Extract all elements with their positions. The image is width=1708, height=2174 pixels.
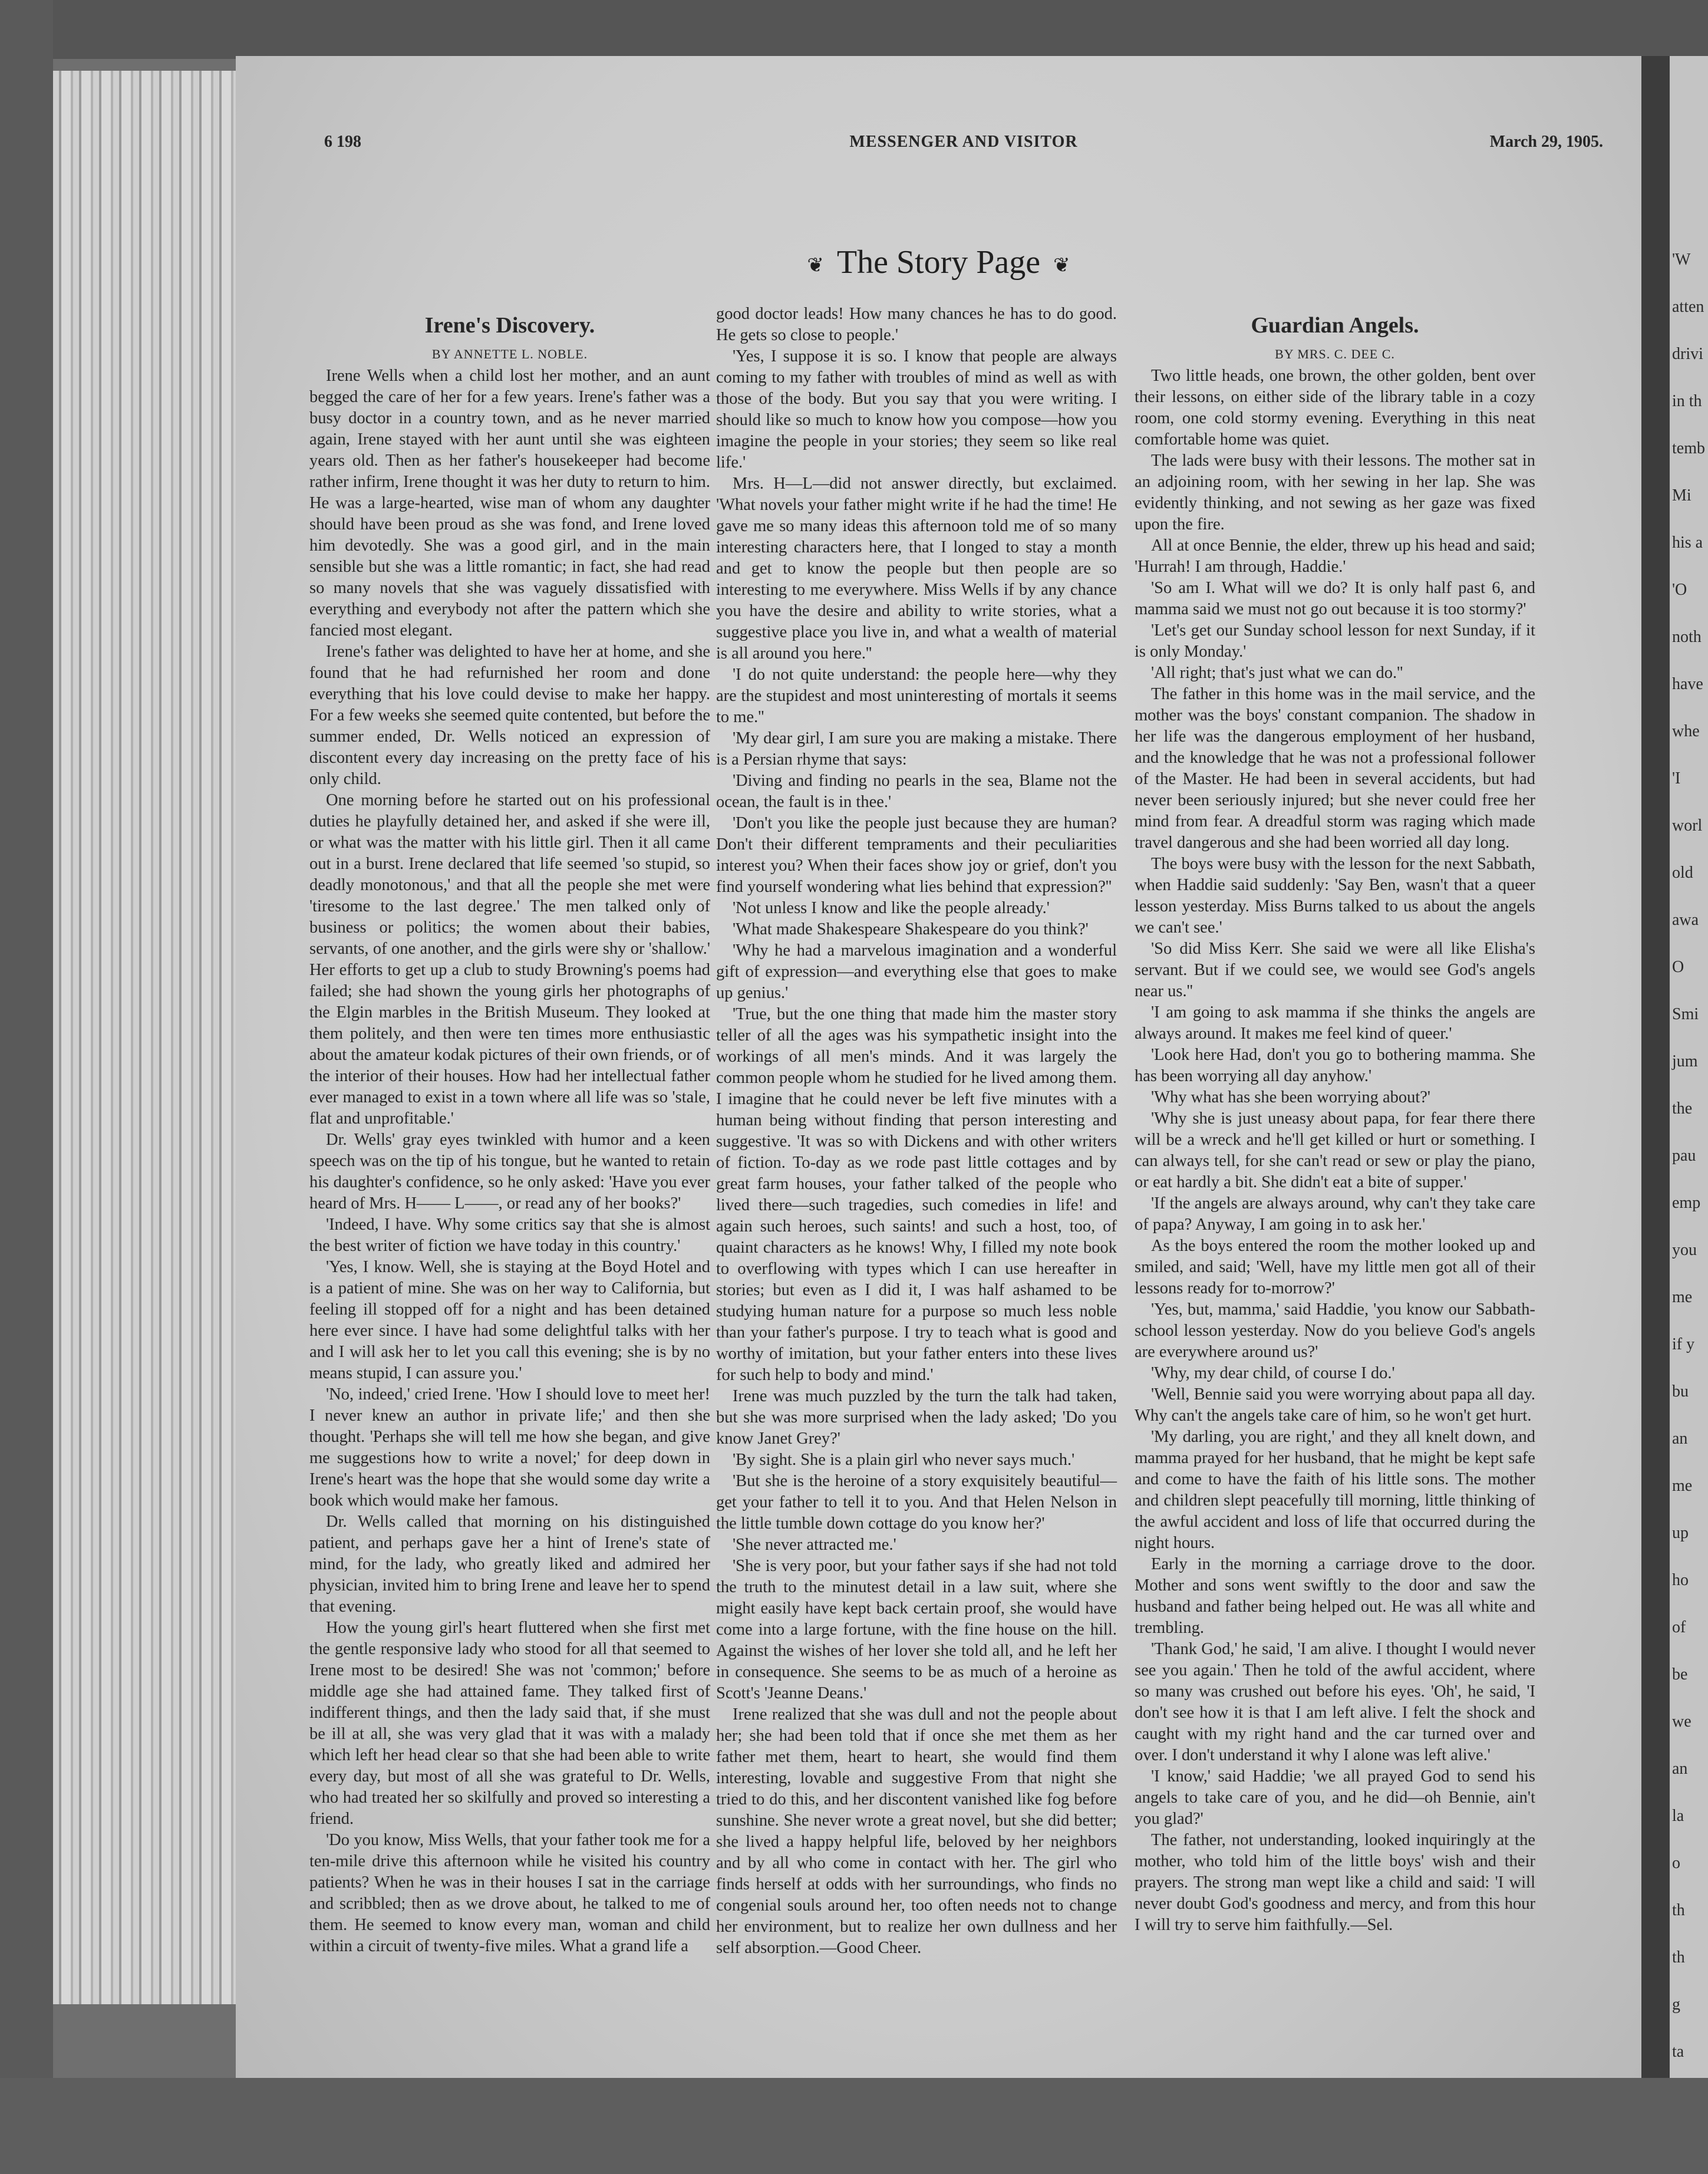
adjacent-page-fragment: me	[1672, 1288, 1693, 1306]
paragraph: good doctor leads! How many chances he has to do good. He gets so close to people.'	[716, 305, 1117, 344]
paragraph: The lads were busy with their lessons. The mother sat in an adjoining room, with her sewing in her lap. She was evidently thinking, and not sewing as her gaze was fixed upon the fire.	[1135, 452, 1535, 533]
article-byline: BY ANNETTE L. NOBLE.	[431, 347, 588, 361]
paragraph: 'Yes, but, mamma,' said Haddie, 'you know our Sabbath-school lesson yesterday. Now do you believe God's angels are everywhere around us?'	[1135, 1300, 1535, 1361]
paragraph: 'By sight. She is a plain girl who never says much.'	[733, 1451, 1075, 1469]
paragraph: Early in the morning a carriage drove to the door. Mother and sons went swiftly to the door and saw the husband and father being helped out. He was all white and trembling.	[1135, 1555, 1535, 1637]
paragraph: All at once Bennie, the elder, threw up his head and said; 'Hurrah! I am through, Haddie.'	[1135, 536, 1535, 576]
paragraph: 'True, but the one thing that made him the master story teller of all the ages was his sympathetic insight into the workings of all men's minds. And it was largely the common people whom he studied for he lived among them. I imagine that he could never be left five minutes with a human being without finding that person interesting and suggestive. 'It was so with Dickens and with other writers of fiction. To-day as we rode past little cottages and by great farm houses, your father talked of the people who lived there—such tragedies, such comedies in life! and again such heroes, such saints! and such a host, too, of quaint characters as he knows! Why, I filled my note book to overflowing with types which I can use hereafter in stories; but even as I did it, I was half ashamed to be studying human nature for a purpose so much less noble than your father's purpose. I try to teach what is good and worthy of imitation, but your father enters into these lives for such help to body and mind.'	[716, 1005, 1117, 1384]
adjacent-page-fragment: his a	[1672, 533, 1703, 552]
paragraph: 'No, indeed,' cried Irene. 'How I should love to meet her! I never knew an author in private life;' and then she thought. 'Perhaps she will tell me how she began, and give me suggestions how to write a novel;' for deep down in Irene's heart was the hope that she would some day write a book which would make her famous.	[309, 1385, 710, 1510]
paragraph: The father in this home was in the mail service, and the mother was the boys' constant companion. The shadow in her life was the dangerous employment of her husband, and the knowledge that he was not a professional follower of the Master. He had been in several accidents, but had never been seriously injured; but she never could free her mind from fear. A dreadful storm was raging which made travel dangerous and she had been worried all day long.	[1135, 685, 1535, 852]
paragraph: Mrs. H—L—did not answer directly, but exclaimed. 'What novels your father might write if he had the time! He gave me so many ideas this afternoon told me of so many interesting characters here, that I longed to stay a month and get to know the people but then people are so interesting to me everywhere. Miss Wells if by any chance you have the desire and ability to write stories, what a suggestive place you live in, and what a wealth of material is all around you here.''	[716, 475, 1117, 663]
adjacent-page-fragment: o	[1672, 1854, 1680, 1872]
quoted-verse: 'Diving and finding no pearls in the sea, Blame not the ocean, the fault is in thee.'	[716, 772, 1117, 811]
paragraph: 'I am going to ask mamma if she thinks the angels are always around. It makes me feel kind of queer.'	[1135, 1003, 1535, 1043]
column-2	[716, 304, 1117, 2101]
paragraph: The father, not understanding, looked inquiringly at the mother, who told him of the little boys' wish and their prayers. The strong man wept like a child and said: 'I will never doubt God's goodness and mercy, and from this hour I will try to serve him faithfully.—Sel.	[1135, 1831, 1535, 1934]
paragraph: Dr. Wells' gray eyes twinkled with humor and a keen speech was on the tip of his tongue, but he wanted to retain his daughter's confidence, so he only asked: 'Have you ever heard of Mrs. H—— L——, or read any of her books?'	[309, 1131, 710, 1213]
paragraph: 'But she is the heroine of a story exquisitely beautiful—get your father to tell it to you. And that Helen Nelson in the little tumble down cottage do you know her?'	[716, 1472, 1117, 1533]
page-number: 6 198	[324, 133, 361, 151]
paragraph: 'She is very poor, but your father says if she had not told the truth to the minutest detail in a law suit, where she might easily have kept back certain proof, she would have come into a large fortune, with the fine house on the hill. Against the wishes of her lover she told all, and he left her in consequence. She seems to be as much of a heroine as Scott's 'Jeanne Deans.'	[716, 1557, 1117, 1702]
paragraph: 'Let's get our Sunday school lesson for next Sunday, if it is only Monday.'	[1135, 621, 1535, 661]
paragraph: 'I do not quite understand: the people here—why they are the stupidest and most uninteresting of mortals it seems to me.''	[716, 666, 1117, 726]
page-header	[324, 133, 1603, 162]
adjacent-page-fragment: g	[1672, 1995, 1680, 2014]
section-title-block	[236, 243, 1641, 281]
paragraph: 'Thank God,' he said, 'I am alive. I thought I would never see you again.' Then he told of the awful accident, where so many was crushed out before his eyes. 'Oh', he said, 'I don't see how it is that I am left alive. I felt the shock and caught with my right hand and the car turned over and over. I don't understand it why I alone was left alive.'	[1135, 1640, 1535, 1764]
paragraph: 'My dear girl, I am sure you are making a mistake. There is a Persian rhyme that says:	[716, 729, 1117, 769]
background-left	[0, 0, 53, 2174]
adjacent-page-fragment: Smi	[1672, 1005, 1699, 1023]
background-bottom	[0, 2078, 1708, 2174]
ornament-left-icon: ❦	[807, 255, 824, 277]
paragraph: 'If the angels are always around, why can't they take care of papa? Anyway, I am going in to ask her.'	[1135, 1194, 1535, 1234]
paragraph: Irene's father was delighted to have her at home, and she found that he had refurnished her room and done everything that his love could devise to make her happy. For a few weeks she seemed quite contented, but before the summer ended, Dr. Wells noticed an expression of discontent every day increasing on the pretty face of his only child.	[309, 643, 710, 788]
adjacent-page-fragment: noth	[1672, 628, 1702, 646]
paragraph: 'Why he had a marvelous imagination and a wonderful gift of expression—and everything else that goes to make up genius.'	[716, 941, 1117, 1002]
adjacent-page-fragment: up	[1672, 1524, 1689, 1542]
paragraph: Irene Wells when a child lost her mother, and an aunt begged the care of her for a few years. Irene's father was a busy doctor in a country town, and as he never married again, Irene stayed with her aunt until she was eighteen years old. Then as her father's housekeeper had become rather infirm, Irene thought it was her duty to return to him. He was a large-hearted, wise man of whom any daughter should have been proud as she was fond, and Irene loved him devotedly. She was a good girl, and in the main sensible but she was a little romantic; in fact, she had read so many novels that she was vaguely dissatisfied with everything and everybody not after the pattern which she fancied most elegant.	[309, 367, 710, 640]
background-top	[0, 0, 1708, 59]
adjacent-page-fragment: bu	[1672, 1382, 1689, 1401]
adjacent-page-fragment: Mi	[1672, 486, 1691, 505]
paragraph: 'Don't you like the people just because they are human? Don't their different tempraments and their peculiarities interest you? When their faces show joy or grief, don't you find yourself wondering what lies behind that expression?''	[716, 814, 1117, 896]
paragraph: 'So am I. What will we do? It is only half past 6, and mamma said we must not go out because it is too stormy?'	[1135, 579, 1535, 618]
adjacent-page-fragment: be	[1672, 1665, 1688, 1684]
paragraph: Dr. Wells called that morning on his distinguished patient, and perhaps gave her a hint of Irene's state of mind, for the lady, who greatly liked and admired her physician, invited him to bring Irene and leave her to spend that evening.	[309, 1513, 710, 1616]
adjacent-page-fragment: an	[1672, 1429, 1688, 1448]
adjacent-page-fragment: you	[1672, 1241, 1697, 1259]
adjacent-page-fragment: emp	[1672, 1194, 1701, 1212]
paragraph: 'Look here Had, don't you go to bothering mamma. She has been worrying all day anyhow.'	[1135, 1046, 1535, 1085]
adjacent-page-fragment: whe	[1672, 722, 1700, 740]
paragraph: 'Why what has she been worrying about?'	[1151, 1088, 1431, 1106]
adjacent-page-fragment: awa	[1672, 911, 1699, 929]
paragraph: 'Yes, I know. Well, she is staying at the Boyd Hotel and is a patient of mine. She was on her way to California, but feeling ill stopped off for a night and has been detained here ever since. I have had some delightful talks with her and I will ask her to let you call this evening; she is by no means stupid, I can assure you.'	[309, 1258, 710, 1382]
paragraph-list	[309, 365, 710, 1957]
paragraph: 'All right; that's just what we can do.''	[1151, 664, 1403, 682]
publication-name: MESSENGER AND VISITOR	[849, 133, 1078, 151]
paragraph: 'What made Shakespeare Shakespeare do you think?'	[733, 920, 1089, 938]
paragraph: Two little heads, one brown, the other golden, bent over their lessons, on either side of the library table in a cozy room, one cold stormy evening. Everything in this neat comfortable home was quiet.	[1135, 367, 1535, 449]
issue-date: March 29, 1905.	[1489, 133, 1603, 151]
adjacent-page-fragment: 'W	[1672, 251, 1691, 269]
adjacent-page-fragment: in th	[1672, 392, 1702, 410]
adjacent-page-fragment: 'I	[1672, 769, 1681, 788]
article-byline: BY MRS. C. DEE C.	[1275, 347, 1395, 361]
paragraph: 'Well, Bennie said you were worrying about papa all day. Why can't the angels take care of him, so he won't get hurt.	[1135, 1385, 1535, 1425]
paragraph: As the boys entered the room the mother looked up and smiled, and said; 'Well, have my little men got all of their lessons ready for to-morrow?'	[1135, 1237, 1535, 1297]
column-3	[1135, 304, 1535, 2101]
paragraph: The boys were busy with the lesson for the next Sabbath, when Haddie said suddenly: 'Say Ben, wasn't that a queer lesson yesterday. Miss Burns talked to us about the angels we can't see.'	[1135, 855, 1535, 937]
paragraph: 'Yes, I suppose it is so. I know that people are always coming to my father with troubles of mind as well as with those of the body. But you say that you were writing. I should like so much to know how you compose—how you imagine the people in your stories; they seem so like real life.'	[716, 347, 1117, 472]
adjacent-page-fragment: jum	[1672, 1052, 1698, 1070]
adjacent-page-fragment: the	[1672, 1099, 1693, 1118]
page-stack-edges	[53, 71, 248, 2004]
adjacent-page-fragment: old	[1672, 864, 1693, 882]
adjacent-page-fragment: th	[1672, 1901, 1685, 1919]
adjacent-page-fragment: drivi	[1672, 345, 1703, 363]
column-1	[309, 304, 710, 2101]
paragraph: Irene realized that she was dull and not the people about her; she had been told that if once she met them as her father met them, heart to heart, she would find them interesting, lovable and suggestive From that night she tried to do this, and her discontent vanished like fog before sunshine. She never wrote a great novel, but she did better; she lived a happy helpful life, beloved by her neighbors and by all who come in contact with her. The girl who finds herself at odds with her surroundings, who finds no congenial souls around her, too often needs not to change her environment, but to realize her own dullness and her self absorption.—Good Cheer.	[716, 1705, 1117, 1957]
adjacent-page-fragment: worl	[1672, 816, 1703, 835]
adjacent-page-fragment: we	[1672, 1712, 1691, 1731]
adjacent-page-fragment: if y	[1672, 1335, 1695, 1353]
adjacent-page-fragment: me	[1672, 1477, 1693, 1495]
article-title: Irene's Discovery.	[424, 313, 595, 338]
paragraph: How the young girl's heart fluttered when she first met the gentle responsive lady who stood for all that seemed to Irene most to be desired! She was not 'common;' before middle age she had attained fame. They talked first of indifferent things, and then the lady said that, if she must be ill at all, she was very glad that it was with a malady which left her head clear so that she had been able to write every day, but most of all she was grateful to Dr. Wells, who had treated her so skilfully and proved so interesting a friend.	[309, 1619, 710, 1828]
paragraph: 'Why she is just uneasy about papa, for fear there there will be a wreck and he'll get killed or hurt or something. I can always tell, for she can't read or sew or play the piano, or eat hardly a bit. She didn't eat a bite of supper.'	[1135, 1109, 1535, 1191]
paragraph: 'Do you know, Miss Wells, that your father took me for a ten-mile drive this afternoon while he visited his country patients? When he was in their houses I sat in the carriage and scribbled; then as we drove about, he talked to me of them. He seemed to know every man, woman and child within a circuit of twenty-five miles. What a grand life a	[309, 1831, 710, 1955]
paragraph: 'Not unless I know and like the people already.'	[733, 899, 1050, 917]
adjacent-page-fragment: pau	[1672, 1147, 1696, 1165]
adjacent-page-fragment: 'O	[1672, 581, 1687, 599]
adjacent-page-fragment: la	[1672, 1807, 1684, 1825]
section-title: The Story Page	[836, 244, 1041, 281]
adjacent-page-fragment: ho	[1672, 1571, 1689, 1589]
paragraph: One morning before he started out on his professional duties he playfully detained her, and asked if she were ill, or what was the matter with his little girl. Then it all came out in a burst. Irene declared that life seemed 'so stupid, so deadly monotonous,' and that all the people she met were 'tiresome to the last degree.' The men talked only of business or politics; the women about their babies, servants, of one another, and the girls were shy or 'shallow.' Her efforts to get up a club to study Browning's poems had failed; she had shown the young girls her photographs of the Elgin marbles in the British Museum. They looked at them politely, and then were ten times more enthusiastic about the amateur kodak pictures of their own friends, or of the interior of their houses. How had her intellectual father ever managed to exist in a town where all life was so 'stale, flat and unprofitable.'	[309, 791, 710, 1128]
ornament-right-icon: ❦	[1053, 255, 1070, 277]
article-title: Guardian Angels.	[1251, 313, 1419, 338]
adjacent-page-edge	[1670, 56, 1708, 2078]
adjacent-page-fragment: O	[1672, 958, 1684, 976]
paragraph: 'Indeed, I have. Why some critics say that she is almost the best writer of fiction we have today in this country.'	[309, 1216, 710, 1255]
paragraph: 'So did Miss Kerr. She said we were all like Elisha's servant. But if we could see, we would see God's angels near us.''	[1135, 940, 1535, 1000]
binding-gutter	[1641, 56, 1670, 2078]
paragraph: 'I know,' said Haddie; 'we all prayed God to send his angels to take care of you, and he did—oh Bennie, ain't you glad?'	[1135, 1767, 1535, 1828]
newspaper-page	[236, 56, 1641, 2078]
adjacent-page-fragment: of	[1672, 1618, 1686, 1636]
adjacent-page-fragment: an	[1672, 1760, 1688, 1778]
adjacent-page-fragment: have	[1672, 675, 1703, 693]
paragraph: 'She never attracted me.'	[733, 1536, 896, 1554]
paragraph: 'Why, my dear child, of course I do.'	[1151, 1364, 1395, 1382]
adjacent-page-fragment: temb	[1672, 439, 1705, 457]
paragraph: 'My darling, you are right,' and they all knelt down, and mamma prayed for her husband, that he might be kept safe and come to have the faith of his little sons. The mother and children slept peacefully till morning, little thinking of the awful accident and loss of life that occurred during the night hours.	[1135, 1428, 1535, 1552]
adjacent-page-fragment: ta	[1672, 2043, 1684, 2061]
adjacent-page-fragment: th	[1672, 1948, 1685, 1967]
paragraph: Irene was much puzzled by the turn the talk had taken, but she was more surprised when the lady asked; 'Do you know Janet Grey?'	[716, 1387, 1117, 1448]
adjacent-page-fragment: atten	[1672, 298, 1704, 316]
